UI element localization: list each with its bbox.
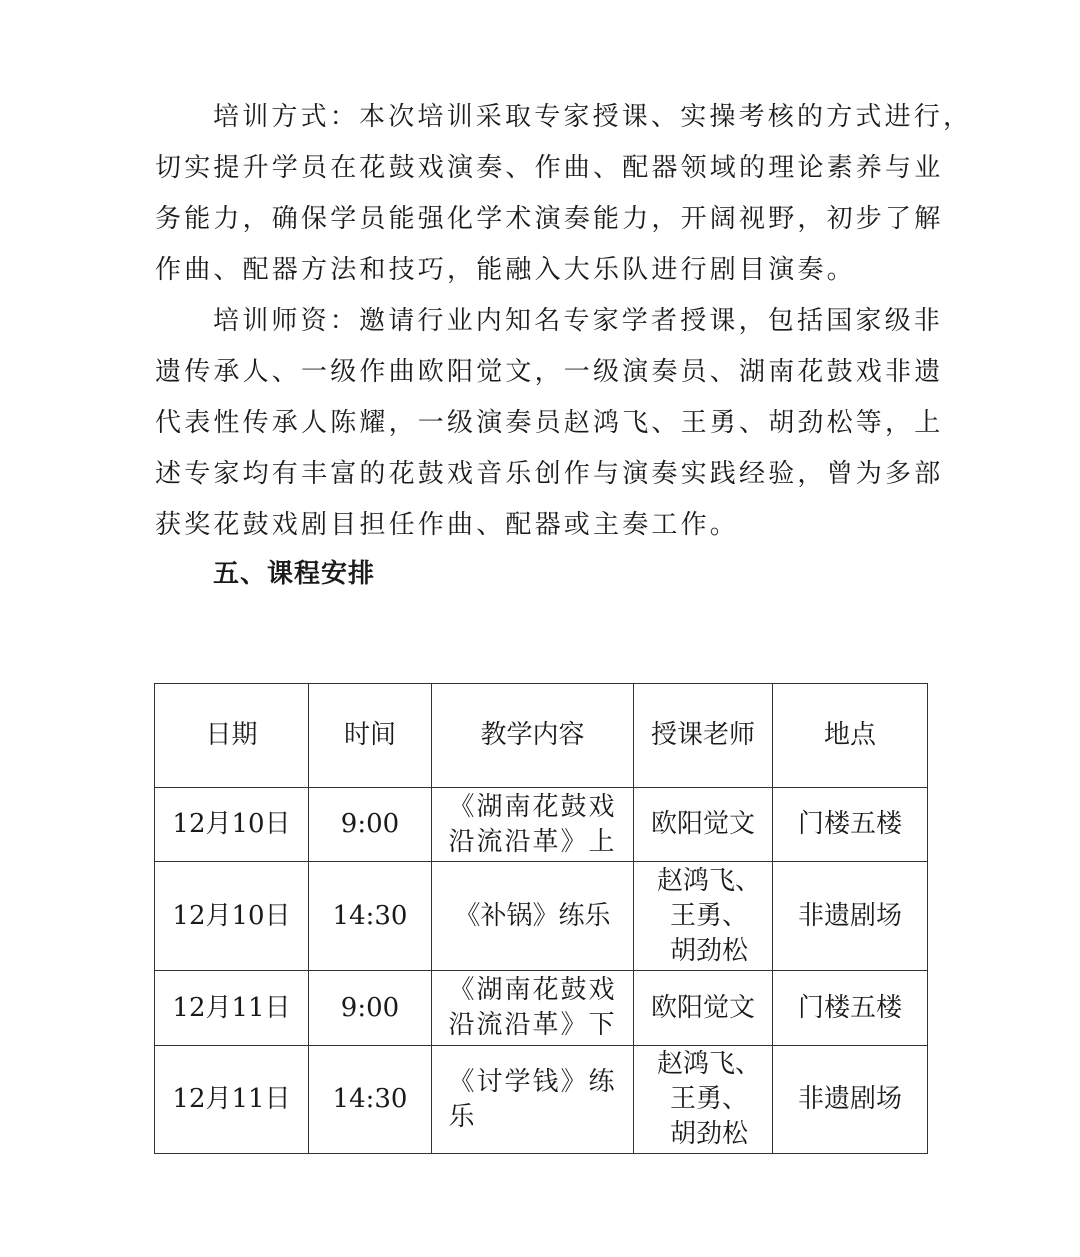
cell-date: 12月11日 xyxy=(155,1046,309,1154)
table-row xyxy=(155,1046,928,1154)
cell-content: 《湖南花鼓戏 沿流沿革》下 xyxy=(432,971,634,1046)
cell-time: 9:00 xyxy=(309,971,432,1046)
cell-teacher: 欧阳觉文 xyxy=(634,971,773,1046)
cell-location: 非遗剧场 xyxy=(773,1046,928,1154)
header-time: 时间 xyxy=(309,684,432,788)
cell-date: 12月11日 xyxy=(155,971,309,1046)
table-row xyxy=(155,971,928,1046)
text-line: 获奖花鼓戏剧目担任作曲、配器或主奏工作。 xyxy=(155,510,740,540)
cell-date: 12月10日 xyxy=(155,788,309,862)
cell-time: 14:30 xyxy=(309,862,432,971)
cell-location: 非遗剧场 xyxy=(773,862,928,971)
text-line: 培训师资：邀请行业内知名专家学者授课，包括国家级非 xyxy=(213,306,944,336)
text-line: 作曲、配器方法和技巧，能融入大乐队进行剧目演奏。 xyxy=(155,255,856,285)
cell-teacher: 赵鸿飞、 王勇、 胡劲松 xyxy=(634,862,773,971)
text-line: 述专家均有丰富的花鼓戏音乐创作与演奏实践经验，曾为多部 xyxy=(155,459,944,489)
cell-date: 12月10日 xyxy=(155,862,309,971)
cell-time: 14:30 xyxy=(309,1046,432,1154)
text-line: 务能力，确保学员能强化学术演奏能力，开阔视野，初步了解 xyxy=(155,204,944,234)
cell-teacher: 欧阳觉文 xyxy=(634,788,773,862)
table-header-row xyxy=(155,684,928,788)
cell-content: 《补锅》练乐 xyxy=(432,862,634,971)
header-date: 日期 xyxy=(155,684,309,788)
text-line: 培训方式：本次培训采取专家授课、实操考核的方式进行， xyxy=(213,102,973,132)
training-method-paragraph xyxy=(155,92,973,296)
text-line: 遗传承人、一级作曲欧阳觉文，一级演奏员、湖南花鼓戏非遗 xyxy=(155,357,944,387)
training-faculty-paragraph xyxy=(155,296,944,551)
cell-teacher: 赵鸿飞、 王勇、 胡劲松 xyxy=(634,1046,773,1154)
table-row xyxy=(155,788,928,862)
header-location: 地点 xyxy=(773,684,928,788)
text-line: 代表性传承人陈耀，一级演奏员赵鸿飞、王勇、胡劲松等，上 xyxy=(155,408,944,438)
cell-location: 门楼五楼 xyxy=(773,788,928,862)
cell-location: 门楼五楼 xyxy=(773,971,928,1046)
header-teacher: 授课老师 xyxy=(634,684,773,788)
cell-time: 9:00 xyxy=(309,788,432,862)
table-row xyxy=(155,862,928,971)
header-content: 教学内容 xyxy=(432,684,634,788)
section-heading: 五、课程安排 xyxy=(213,559,376,589)
course-schedule-table xyxy=(154,683,928,1154)
text-line: 切实提升学员在花鼓戏演奏、作曲、配器领域的理论素养与业 xyxy=(155,153,944,183)
cell-content: 《湖南花鼓戏 沿流沿革》上 xyxy=(432,788,634,862)
cell-content: 《讨学钱》练 乐 xyxy=(432,1046,634,1154)
